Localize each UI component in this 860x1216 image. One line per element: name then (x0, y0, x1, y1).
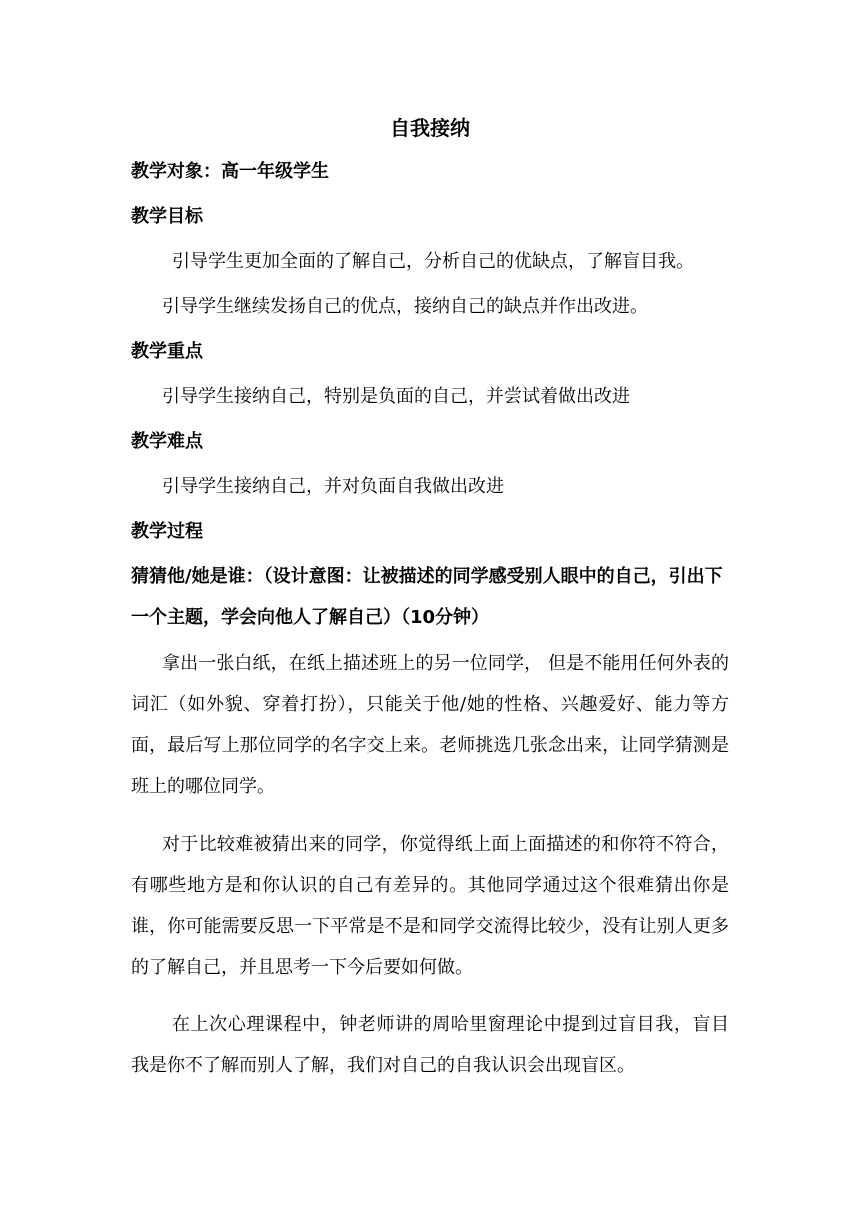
activity-paragraph-1: 拿出一张白纸，在纸上描述班上的另一位同学， 但是不能用任何外表的词汇（如外貌、穿着打扮），只能关于他/她的性格、兴趣爱好、能力等方面，最后写上那位同学的名字交上来。老师挑选几张念出来，让同学猜测是班上的哪位同学。 (131, 653, 729, 797)
goal-item-1: 引导学生更加全面的了解自己，分析自己的优缺点，了解盲目我。 (172, 251, 694, 272)
activity-heading: 猜猜他/她是谁：（设计意图：让被描述的同学感受别人眼中的自己，引出下一个主题，学会向他人了解自己）（10分钟） (131, 566, 723, 628)
process-heading: 教学过程 (131, 521, 203, 542)
document-title: 自我接纳 (390, 116, 470, 140)
difficulty-heading: 教学难点 (131, 431, 203, 452)
activity-paragraph-2: 对于比较难被猜出来的同学，你觉得纸上面上面描述的和你符不符合，有哪些地方是和你认识的自己有差异的。其他同学通过这个很难猜出你是谁，你可能需要反思一下平常是不是和同学交流得比较少，没有让别人更多的了解自己，并且思考一下今后要如何做。 (131, 834, 729, 978)
difficulty-text: 引导学生接纳自己，并对负面自我做出改进 (162, 476, 504, 497)
goal-item-2: 引导学生继续发扬自己的优点，接纳自己的缺点并作出改进。 (162, 296, 648, 317)
focus-text: 引导学生接纳自己，特别是负面的自己，并尝试着做出改进 (162, 386, 630, 407)
activity-paragraph-3: 在上次心理课程中，钟老师讲的周哈里窗理论中提到过盲目我，盲目我是你不了解而别人了解，我们对自己的自我认识会出现盲区。 (131, 1014, 729, 1076)
teaching-target-line: 教学对象：高一年级学生 (131, 161, 329, 182)
focus-heading: 教学重点 (131, 341, 203, 362)
goals-heading: 教学目标 (131, 206, 203, 227)
